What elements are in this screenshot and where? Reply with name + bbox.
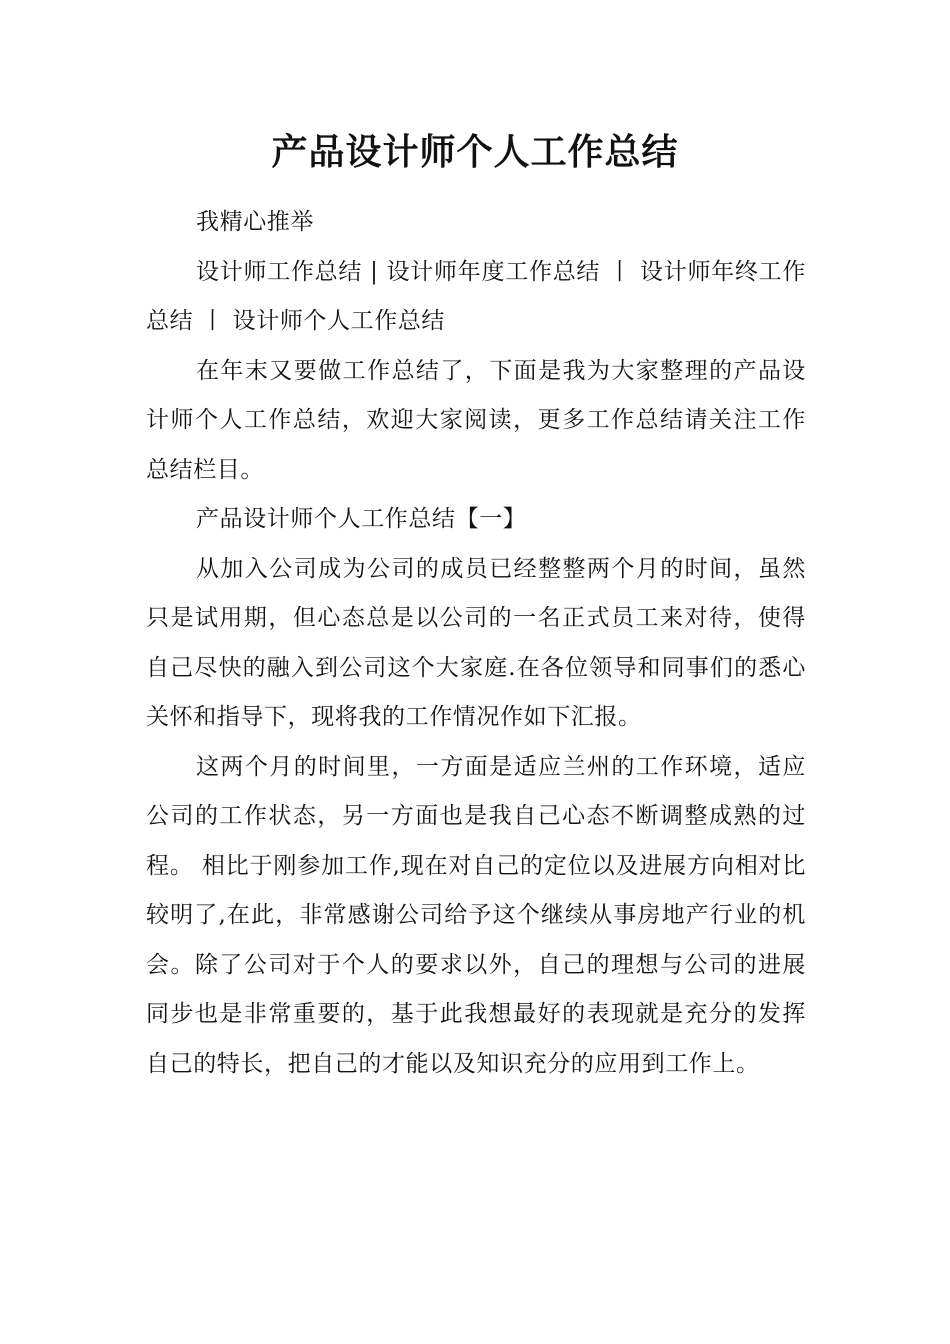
paragraph-body-1: 从加入公司成为公司的成员已经整整两个月的时间，虽然只是试用期，但心态总是以公司的一名正式员工来对待，使得自己尽快的融入到公司这个大家庭.在各位领导和同事们的悉心关怀和指导下，现将我的工作情况作如下汇报。 (146, 555, 806, 730)
paragraph-body-2: 这两个月的时间里，一方面是适应兰州的工作环境，适应公司的工作状态，另一方面也是我自己心态不断调整成熟的过程。 相比于刚参加工作,现在对自己的定位以及进展方向相对比较明了,在此，非常感谢公司给予这个继续从事房地产行业的机会。除了公司对于个人的要求以外，自己的理想与公司的进展同步也是非常重要的，基于此我想最好的表现就是充分的发挥自己的特长，把自己的才能以及知识充分的应用到工作上。 (146, 753, 806, 1077)
paragraph-related-links: 设计师工作总结 | 设计师年度工作总结 丨 设计师年终工作总结 丨 设计师个人工作总结 (146, 258, 806, 334)
document-title: 产品设计师个人工作总结 (271, 131, 679, 173)
document-body (146, 198, 806, 1089)
paragraph-recommend: 我精心推举 (196, 209, 314, 235)
section-heading-1: 产品设计师个人工作总结【一】 (196, 506, 527, 532)
paragraph-intro: 在年末又要做工作总结了，下面是我为大家整理的产品设计师个人工作总结，欢迎大家阅读，更多工作总结请关注工作总结栏目。 (146, 357, 806, 483)
